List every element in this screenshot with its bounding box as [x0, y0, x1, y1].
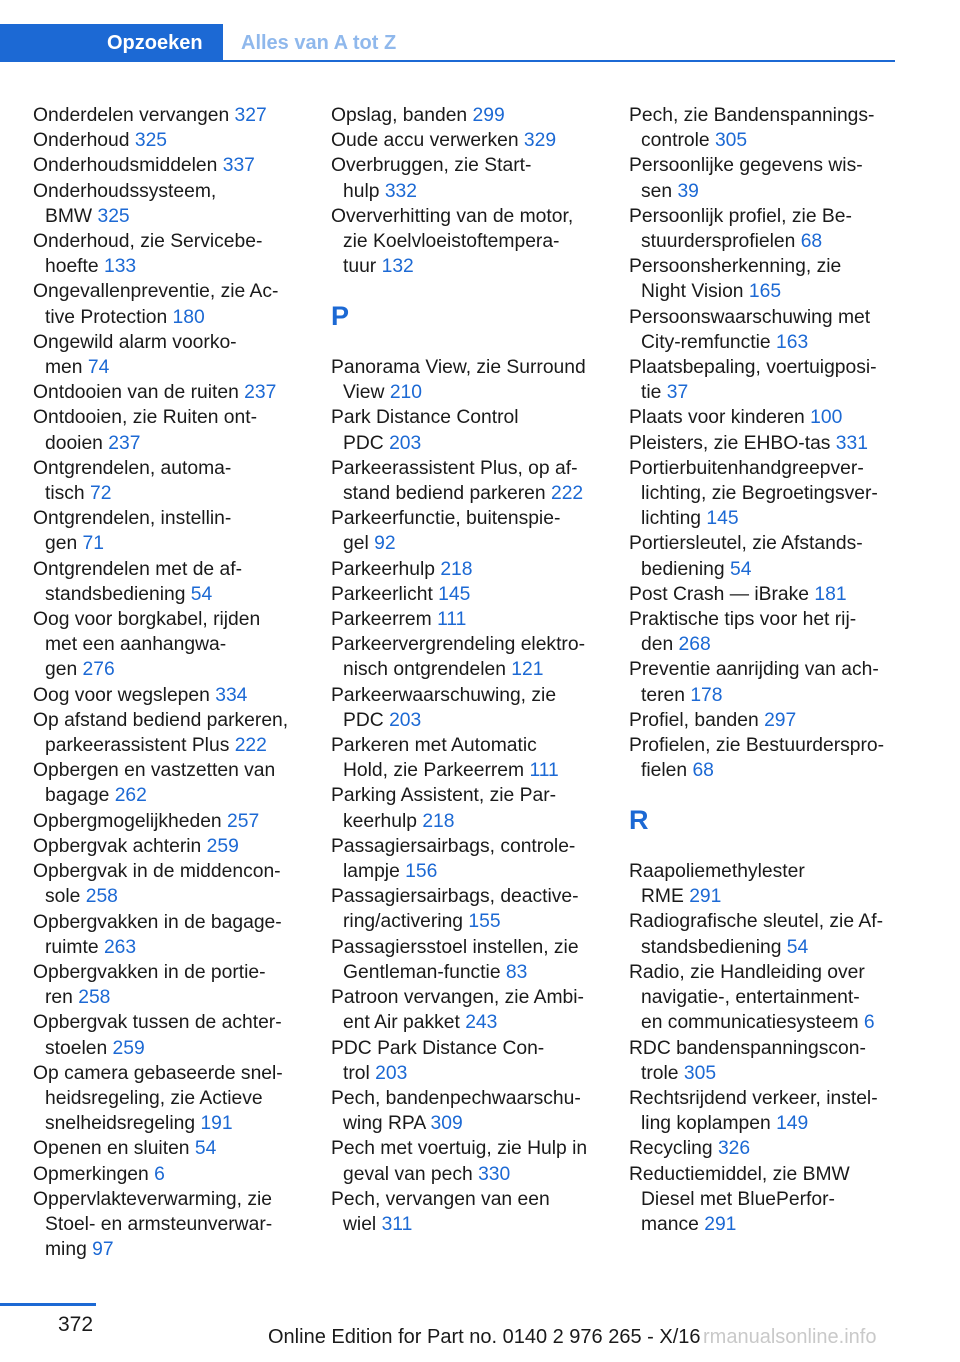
index-term: Onderhoudssysteem, BMW	[33, 180, 217, 227]
index-term: Pech, zie Bandenspannings- controle	[629, 105, 875, 152]
page-link[interactable]: 337	[222, 155, 255, 177]
index-entry	[629, 733, 904, 783]
page-link[interactable]: 257	[227, 810, 260, 832]
index-column-3	[629, 103, 904, 1237]
page-link[interactable]: 121	[511, 659, 544, 681]
index-term: Parking Assistent, zie Par- keerhulp	[331, 785, 557, 832]
index-term: Preventie aanrijding van ach- teren	[629, 659, 879, 706]
index-entry	[33, 103, 308, 128]
page-link[interactable]: 325	[134, 130, 168, 152]
index-entry	[331, 683, 606, 733]
index-entry	[33, 809, 308, 834]
section-letter: P	[331, 301, 350, 332]
index-term: Persoonlijke gegevens wis- sen	[629, 155, 863, 202]
index-entry	[33, 380, 308, 405]
index-entry	[33, 1187, 308, 1263]
index-entry	[33, 910, 308, 960]
index-entry	[331, 582, 606, 607]
index-entry	[331, 1136, 606, 1186]
index-term: Plaatsbepaling, voertuigposi- tie	[629, 357, 877, 404]
index-term: Ongevallenpreventie, zie Ac- tive Protection	[33, 281, 279, 328]
index-entry	[629, 1086, 904, 1136]
index-entry	[33, 456, 308, 506]
index-entry	[331, 103, 606, 128]
index-term: Portiersleutel, zie Afstands- bediening	[629, 533, 863, 580]
index-entry	[331, 632, 606, 682]
page-link[interactable]: 276	[82, 659, 115, 681]
index-column-1	[33, 103, 308, 1262]
index-term: Opbergvakken in de bagage- ruimte	[33, 911, 282, 958]
index-entry	[629, 909, 904, 959]
index-term: Park Distance Control PDC	[331, 407, 519, 454]
page-link[interactable]: 54	[190, 583, 213, 605]
page-link[interactable]: 181	[814, 583, 847, 605]
index-entry	[33, 153, 308, 178]
page-link[interactable]: 218	[422, 810, 455, 832]
index-entry	[629, 431, 904, 456]
page-link[interactable]: 132	[381, 256, 414, 278]
page-link[interactable]: 218	[440, 558, 473, 580]
index-column-2	[331, 103, 606, 1237]
index-term: Opbergvakken in de portie- ren	[33, 961, 266, 1009]
index-entry	[33, 960, 308, 1010]
page-link[interactable]: 258	[85, 886, 118, 908]
index-term: Pleisters, zie EHBO-tas	[629, 432, 836, 454]
index-entry	[629, 103, 904, 153]
index-entry	[629, 859, 904, 909]
index-term: Persoonswaarschuwing met City-remfunctie	[629, 306, 871, 353]
index-term: Opbergvak achterin	[33, 835, 207, 857]
page-link[interactable]: 299	[472, 105, 505, 126]
page-link[interactable]: 6	[863, 1012, 875, 1034]
index-term: Ontgrendelen, instellin- gen	[33, 508, 232, 555]
index-term: Panorama View, zie Surround View	[331, 357, 586, 404]
page-link[interactable]: 327	[234, 105, 267, 126]
index-entry	[331, 607, 606, 632]
index-entry	[331, 355, 606, 405]
page-link[interactable]: 133	[103, 256, 137, 278]
index-term: Op camera gebaseerde snel- heidsregeling, zie Actieve snelheidsregeling	[33, 1062, 283, 1135]
index-term: Onderhoudsmiddelen	[33, 155, 223, 177]
index-entry	[331, 1086, 606, 1136]
index-entry	[33, 758, 308, 808]
page-link[interactable]: 149	[776, 1113, 809, 1135]
index-entry	[331, 733, 606, 783]
index-entry	[331, 1036, 606, 1086]
index-entry	[331, 506, 606, 556]
index-entry	[33, 229, 308, 279]
index-term: Opbergmogelijkheden	[33, 810, 228, 832]
page-link[interactable]: 155	[468, 911, 501, 933]
page-link[interactable]: 68	[800, 231, 823, 253]
index-term: Raapoliemethylester RME	[629, 861, 805, 908]
index-entry	[629, 1036, 904, 1086]
page-link[interactable]: 305	[683, 1062, 717, 1084]
index-term: Parkeerassistent Plus, op af- stand bediend parkeren	[331, 457, 578, 505]
index-term: Pech, bandenpechwaarschu- wing RPA	[331, 1087, 581, 1135]
index-entry	[33, 405, 308, 455]
index-term: Opmerkingen	[33, 1163, 155, 1185]
page-link[interactable]: 111	[437, 609, 467, 631]
index-entry	[33, 708, 308, 758]
index-entry	[33, 859, 308, 909]
index-term: Patroon vervangen, zie Ambi- ent Air pakket	[331, 987, 584, 1034]
page-link[interactable]: 259	[206, 835, 239, 857]
index-term: Oog voor wegslepen	[33, 684, 216, 706]
index-entry	[33, 279, 308, 329]
page-link[interactable]: 297	[764, 709, 797, 731]
index-term: Recycling	[629, 1138, 718, 1160]
index-term: Opslag, banden	[331, 105, 473, 126]
index-term: Oververhitting van de motor, zie Koelvloeistoftempera- tuur	[331, 205, 574, 278]
page-link[interactable]: 222	[550, 483, 584, 505]
index-entry	[33, 506, 308, 556]
index-entry	[331, 456, 606, 506]
index-entry	[629, 456, 904, 532]
index-entry	[33, 330, 308, 380]
page-link[interactable]: 330	[478, 1163, 511, 1185]
page-link[interactable]: 100	[810, 407, 843, 429]
index-entry	[629, 204, 904, 254]
page-link[interactable]: 334	[215, 684, 248, 706]
page-link[interactable]: 39	[677, 180, 699, 202]
page-link[interactable]: 191	[200, 1113, 233, 1135]
index-entry	[629, 405, 904, 430]
index-entry	[331, 557, 606, 582]
index-entry	[33, 179, 308, 229]
footer-accent-bar	[0, 1303, 96, 1306]
page-link[interactable]: 263	[103, 936, 137, 958]
index-term: Radio, zie Handleiding over navigatie-, entertainment- en communicatiesysteem	[629, 961, 865, 1034]
page-link[interactable]: 165	[748, 281, 782, 303]
index-term: Ongewild alarm voorko- men	[33, 331, 237, 379]
index-term: Openen en sluiten	[33, 1138, 195, 1160]
index-term: Oppervlakteverwarming, zie Stoel- en armsteunverwar- ming	[33, 1188, 273, 1261]
page-link[interactable]: 237	[108, 432, 141, 454]
index-entry	[331, 935, 606, 985]
page-link[interactable]: 54	[730, 558, 752, 580]
index-entry	[33, 1010, 308, 1060]
page-link[interactable]: 259	[112, 1037, 145, 1059]
index-entry	[629, 582, 904, 607]
index-entry	[629, 1136, 904, 1161]
index-term: Opbergen en vastzetten van bagage	[33, 760, 276, 807]
index-term: Passagiersstoel instellen, zie Gentleman-functie	[331, 936, 579, 983]
page-link[interactable]: 325	[97, 205, 130, 227]
index-entry	[629, 153, 904, 203]
index-entry	[331, 985, 606, 1035]
page-link[interactable]: 83	[505, 961, 528, 983]
index-term: Oog voor borgkabel, rijden met een aanhangwa- gen	[33, 609, 261, 681]
index-term: Parkeerhulp	[331, 558, 441, 580]
index-entry	[33, 607, 308, 683]
page-link[interactable]: 291	[689, 886, 722, 908]
page-link[interactable]: 311	[381, 1213, 413, 1235]
page-link[interactable]: 111	[529, 760, 559, 782]
page-link[interactable]: 309	[430, 1113, 463, 1135]
page-link[interactable]: 145	[706, 508, 739, 530]
page-link[interactable]: 71	[82, 533, 104, 555]
index-term: Radiografische sleutel, zie Af- standsbediening	[629, 911, 883, 958]
index-term: Parkeerfunctie, buitenspie- gel	[331, 508, 561, 555]
tab-alles-van-a-tot-z[interactable]: Alles van A tot Z	[241, 32, 397, 54]
index-entry	[629, 708, 904, 733]
index-entry	[33, 834, 308, 859]
index-term: RDC bandenspanningscon- trole	[629, 1037, 866, 1084]
index-entry	[33, 128, 308, 153]
page-link[interactable]: 331	[835, 432, 868, 454]
page-link[interactable]: 305	[714, 130, 748, 152]
index-entry	[331, 204, 606, 280]
index-term: Passagiersairbags, controle- lampje	[331, 835, 576, 883]
page-link[interactable]: 243	[465, 1012, 498, 1034]
index-entry	[629, 960, 904, 1036]
page-link[interactable]: 203	[375, 1062, 408, 1084]
page-link[interactable]: 92	[374, 533, 396, 555]
page-link[interactable]: 145	[438, 583, 471, 605]
page-link[interactable]: 6	[154, 1163, 165, 1185]
index-entry	[629, 1162, 904, 1238]
index-term: Persoonsherkenning, zie Night Vision	[629, 256, 842, 303]
page-link[interactable]: 329	[523, 130, 557, 152]
index-term: Oude accu verwerken	[331, 130, 524, 152]
index-term: Ontdooien van de ruiten	[33, 382, 245, 404]
page-link[interactable]: 262	[114, 785, 147, 807]
index-term: Passagiersairbags, deactive- ring/activering	[331, 886, 579, 933]
page-link[interactable]: 156	[405, 861, 438, 883]
index-term: Praktische tips voor het rij- den	[629, 609, 857, 656]
index-term: Overbruggen, zie Start- hulp	[331, 155, 532, 202]
index-entry	[33, 557, 308, 607]
page-link[interactable]: 203	[389, 709, 422, 731]
index-entry	[33, 1162, 308, 1187]
page-link[interactable]: 258	[78, 987, 111, 1009]
index-term: Op afstand bediend parkeren, parkeerassistent Plus	[33, 709, 289, 757]
page-number: 372	[58, 1313, 94, 1336]
index-entry	[629, 305, 904, 355]
index-term: Ontgrendelen met de af- standsbediening	[33, 558, 243, 605]
page-link[interactable]: 268	[678, 634, 711, 656]
index-term: Opbergvak in de middencon- sole	[33, 861, 281, 908]
index-term: Rechtsrijdend verkeer, instel- ling koplampen	[629, 1087, 878, 1135]
index-term: Parkeerlicht	[331, 583, 439, 605]
index-term: Parkeerrem	[331, 609, 438, 631]
index-term: Parkeren met Automatic Hold, zie Parkeerrem	[331, 735, 537, 782]
index-entry	[331, 1187, 606, 1237]
index-term: Onderhoud, zie Servicebe- hoefte	[33, 231, 263, 278]
index-term: Parkeervergrendeling elektro- nisch ontgrendelen	[331, 634, 585, 681]
index-term: Onderhoud	[33, 130, 135, 152]
index-entry	[33, 1061, 308, 1137]
page-link[interactable]: 37	[666, 382, 689, 404]
index-term: Opbergvak tussen de achter- stoelen	[33, 1012, 282, 1059]
index-entry	[629, 657, 904, 707]
edition-note: Online Edition for Part no. 0140 2 976 265 - X/16	[268, 1326, 701, 1348]
index-entry	[33, 683, 308, 708]
index-entry	[331, 834, 606, 884]
page-link[interactable]: 72	[90, 483, 112, 505]
index-term: Ontdooien, zie Ruiten ont- dooien	[33, 407, 258, 454]
page-link[interactable]: 180	[172, 306, 205, 328]
page-link[interactable]: 203	[389, 432, 422, 454]
index-term: PDC Park Distance Con- trol	[331, 1037, 545, 1084]
index-entry	[331, 405, 606, 455]
page-link[interactable]: 237	[244, 382, 277, 404]
index-entry	[331, 783, 606, 833]
index-entry	[33, 1136, 308, 1161]
page-link[interactable]: 332	[384, 180, 417, 202]
index-entry	[331, 884, 606, 934]
index-term: Plaats voor kinderen	[629, 407, 811, 429]
tab-underline	[223, 60, 895, 62]
index-term: Parkeerwaarschuwing, zie PDC	[331, 684, 557, 731]
page-link[interactable]: 54	[194, 1138, 217, 1160]
index-entry	[629, 607, 904, 657]
index-term: Profiel, banden	[629, 709, 765, 731]
index-term: Post Crash — iBrake	[629, 583, 815, 605]
index-term: Portierbuitenhandgreepver- lichting, zie Begroetingsver- lichting	[629, 457, 878, 530]
index-entry	[331, 128, 606, 153]
index-term: Onderdelen vervangen	[33, 105, 235, 126]
index-term: Profielen, zie Bestuurderspro- fielen	[629, 735, 885, 782]
tab-opzoeken[interactable]: Opzoeken	[0, 24, 223, 62]
page-link[interactable]: 163	[776, 331, 809, 353]
index-entry	[629, 355, 904, 405]
index-entry	[629, 254, 904, 304]
page-link[interactable]: 222	[234, 735, 267, 757]
page-link[interactable]: 291	[704, 1213, 737, 1235]
page-link[interactable]: 97	[92, 1239, 114, 1261]
index-entry	[331, 153, 606, 203]
index-term: Persoonlijk profiel, zie Be- stuurdersprofielen	[629, 205, 852, 253]
page-link[interactable]: 68	[692, 760, 714, 782]
section-letter: R	[629, 805, 649, 836]
watermark: rmanualsonline.info	[703, 1326, 877, 1348]
page-link[interactable]: 210	[389, 382, 422, 404]
header-tabbar	[0, 24, 895, 62]
page-link[interactable]: 326	[717, 1138, 751, 1160]
page-link[interactable]: 54	[786, 936, 809, 958]
index-term: Ontgrendelen, automa- tisch	[33, 457, 232, 505]
index-term: Pech, vervangen van een wiel	[331, 1188, 550, 1235]
index-entry	[629, 531, 904, 581]
page-link[interactable]: 74	[87, 357, 110, 379]
index-term: Pech met voertuig, zie Hulp in geval van pech	[331, 1138, 588, 1185]
page-link[interactable]: 178	[690, 684, 723, 706]
index-term: Reductiemiddel, zie BMW Diesel met BluePerfor- mance	[629, 1163, 850, 1235]
